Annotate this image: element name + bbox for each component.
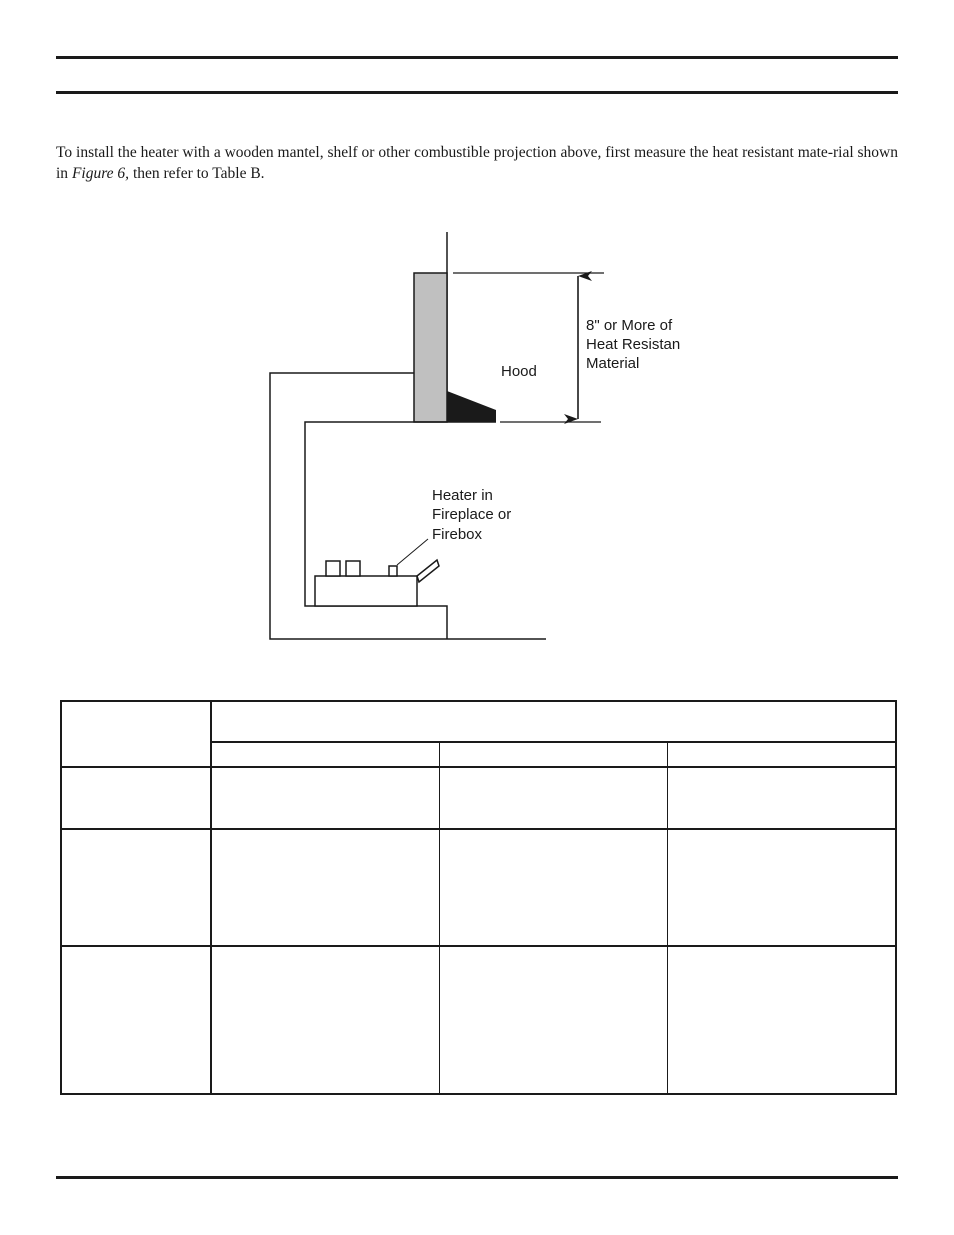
footer-rule [56, 1176, 898, 1179]
heater-label-line-1: Heater in [432, 487, 493, 504]
heater-burner-panel [417, 560, 439, 582]
table-col-divider-2 [439, 743, 440, 1095]
heater-label-line-3: Firebox [432, 526, 483, 543]
heater-knob-2 [346, 561, 360, 576]
table-row-divider-2 [60, 828, 897, 830]
heater-body [315, 576, 417, 606]
hood-label: Hood [501, 363, 537, 380]
heater-pilot [389, 566, 397, 576]
hood-shape [447, 391, 496, 422]
dimension-label-line-3: Material [586, 355, 640, 372]
table-col-divider-1 [210, 700, 212, 1095]
table-row-divider-3 [60, 945, 897, 947]
heater-label [432, 487, 515, 543]
heat-resistant-material [414, 273, 447, 422]
heater-leader-line [397, 539, 428, 565]
dimension-label-line-2: Heat Resistan [586, 336, 681, 353]
intro-text-part2: then refer to Table B. [129, 165, 265, 182]
heater-label-line-2: Fireplace or [432, 506, 512, 523]
heater-knob-1 [326, 561, 340, 576]
figure-reference: Figure 6, [71, 165, 130, 182]
dimension-label [586, 317, 684, 372]
table-header-group-line [210, 741, 897, 743]
table-row-divider-1 [60, 766, 897, 768]
table-col-divider-3 [667, 743, 668, 1095]
intro-text-part1: To install the heater with a wooden mantel, shelf or other combustible projection above, first measure the heat resistant mate-rial shown in [56, 144, 898, 182]
dimension-label-line-1: 8" or More of [586, 317, 673, 334]
table-b [60, 700, 897, 1095]
